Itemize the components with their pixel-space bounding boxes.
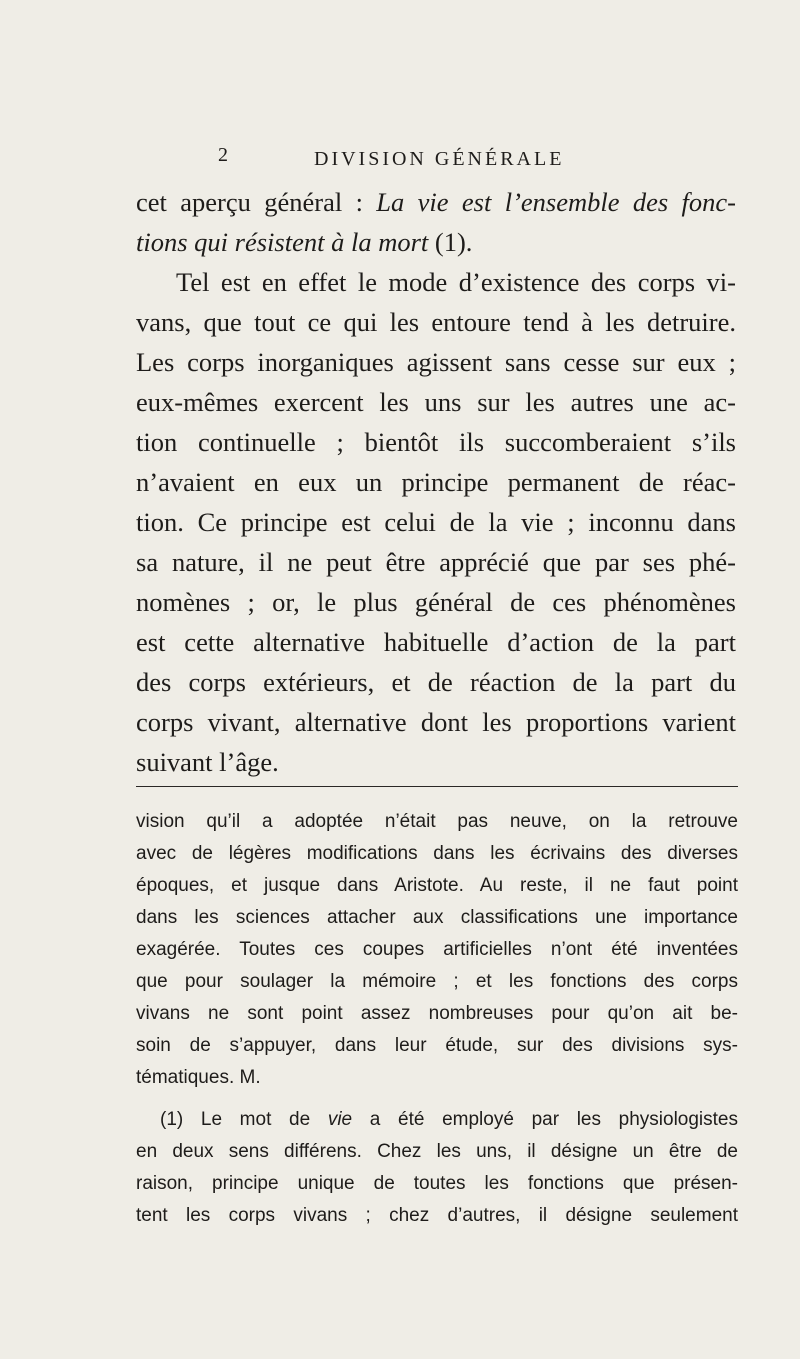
footnote-divider <box>136 786 738 787</box>
footnote-line: en deux sens différens. Chez les uns, il désigne un être de <box>136 1141 738 1162</box>
text-line: est cette alternative habituelle d’action de la part <box>136 627 736 657</box>
text-line: cet aperçu général : La vie est l’ensemble des fonc- <box>136 187 736 217</box>
page-header <box>0 144 800 178</box>
text-line: vans, que tout ce qui les entoure tend à les detruire. <box>136 307 736 337</box>
footnote-line: (1) Le mot de vie a été employé par les physiologistes <box>160 1109 739 1130</box>
text-line: nomènes ; or, le plus général de ces phénomènes <box>136 587 736 617</box>
footnote-line: que pour soulager la mémoire ; et les fonctions des corps <box>136 971 738 992</box>
footnotes <box>136 806 738 1232</box>
running-title: DIVISION GÉNÉRALE <box>314 148 565 170</box>
footnote-line: époques, et jusque dans Aristote. Au reste, il ne faut point <box>136 875 738 896</box>
text-line: tions qui résistent à la mort (1). <box>136 227 473 257</box>
text-line: des corps extérieurs, et de réaction de la part du <box>136 667 736 697</box>
text-line: eux-mêmes exercent les uns sur les autres une ac- <box>136 387 736 417</box>
text-line: Tel est en effet le mode d’existence des corps vi- <box>176 267 736 297</box>
footnote-line: exagérée. Toutes ces coupes artificielles n’ont été inventées <box>136 939 738 960</box>
text-line: n’avaient en eux un principe permanent de réac- <box>136 467 736 497</box>
text-line: suivant l’âge. <box>136 747 279 777</box>
text-line: sa nature, il ne peut être apprécié que par ses phé- <box>136 547 736 577</box>
footnote-line: raison, principe unique de toutes les fonctions que présen- <box>136 1173 738 1194</box>
footnote-line: vision qu’il a adoptée n’était pas neuve, on la retrouve <box>136 811 738 832</box>
main-text <box>136 182 736 782</box>
footnote-line: avec de légères modifications dans les écrivains des diverses <box>136 843 738 864</box>
footnote-line: dans les sciences attacher aux classifications une importance <box>136 907 738 928</box>
footnote-line: tématiques. M. <box>136 1067 261 1088</box>
page-number: 2 <box>218 144 228 166</box>
text-line: tion. Ce principe est celui de la vie ; inconnu dans <box>136 507 736 537</box>
text-line: tion continuelle ; bientôt ils succomberaient s’ils <box>136 427 736 457</box>
footnote-line: soin de s’appuyer, dans leur étude, sur des divisions sys- <box>136 1035 738 1056</box>
footnote-line: vivans ne sont point assez nombreuses pour qu’on ait be- <box>136 1003 738 1024</box>
footnote-line: tent les corps vivans ; chez d’autres, il désigne seulement <box>136 1205 738 1226</box>
text-line: corps vivant, alternative dont les proportions varient <box>136 707 736 737</box>
text-line: Les corps inorganiques agissent sans cesse sur eux ; <box>136 347 736 377</box>
